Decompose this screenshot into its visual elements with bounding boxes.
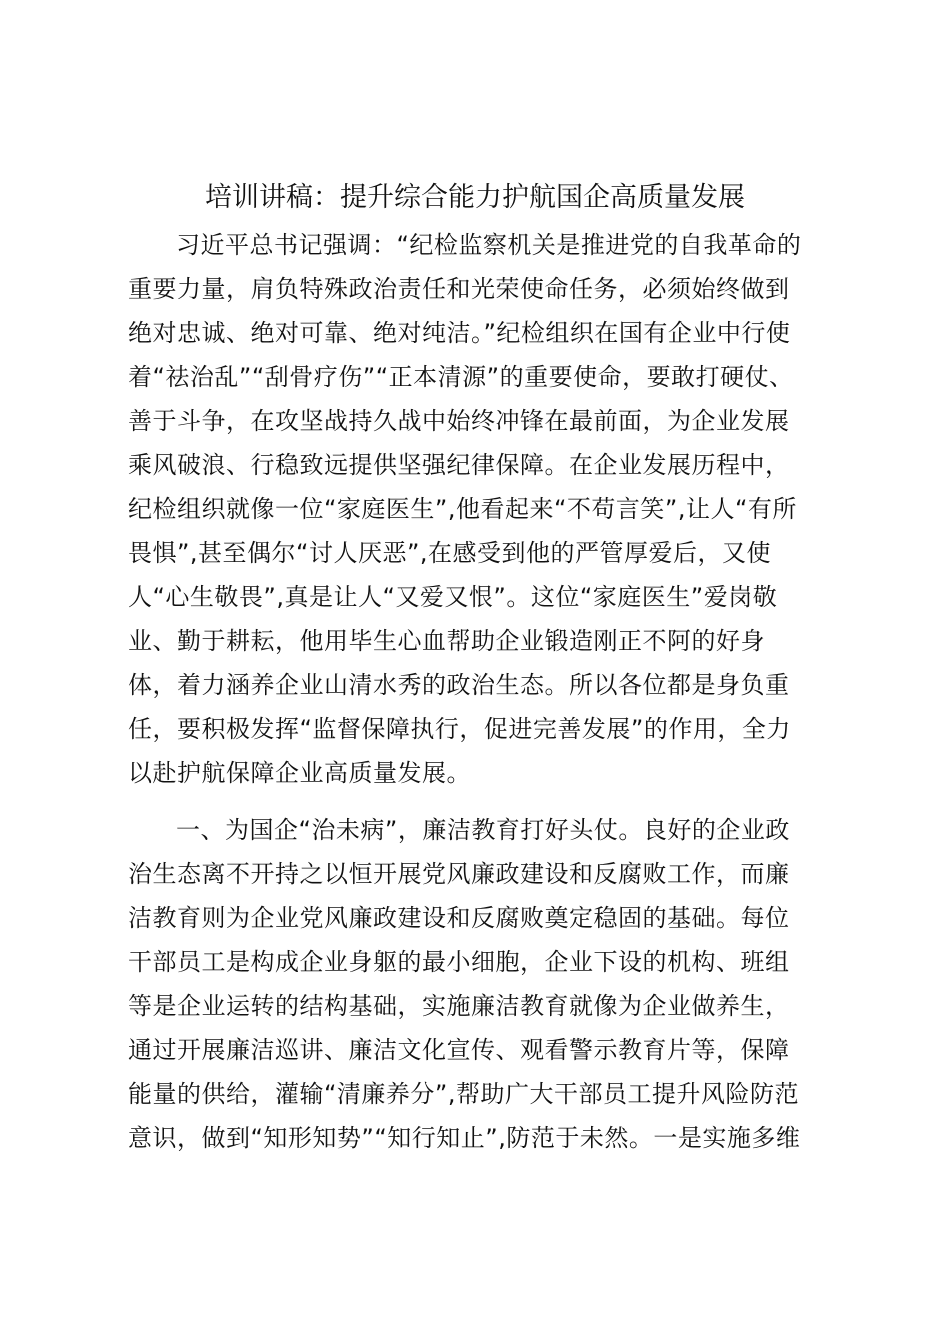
paragraph-line: 重要力量，肩负特殊政治责任和光荣使命任务，必须始终做到 <box>128 275 790 303</box>
paragraph-line: 治生态离不开持之以恒开展党风廉政建设和反腐败工作，而廉 <box>128 860 790 888</box>
paragraph-1 <box>128 223 833 795</box>
document-title: 培训讲稿：提升综合能力护航国企高质量发展 <box>205 182 745 213</box>
paragraph-line: 体，着力涵养企业山清水秀的政治生态。所以各位都是身负重 <box>128 671 790 699</box>
paragraph-line: 乘风破浪、行稳致远提供坚强纪律保障。在企业发展历程中， <box>128 451 790 479</box>
paragraph-line: 洁教育则为企业党风廉政建设和反腐败奠定稳固的基础。每位 <box>128 904 790 932</box>
paragraph-line: 任，要积极发挥“监督保障执行，促进完善发展”的作用，全力 <box>128 715 791 743</box>
paragraph-line: 能量的供给，灌输“清廉养分”,帮助广大干部员工提升风险防范 <box>128 1080 799 1108</box>
paragraph-line: 通过开展廉洁巡讲、廉洁文化宣传、观看警示教育片等，保障 <box>128 1036 790 1064</box>
paragraph-line: 业、勤于耕耘，他用毕生心血帮助企业锻造刚正不阿的好身 <box>128 627 765 655</box>
paragraph-line: 绝对忠诚、绝对可靠、绝对纯洁。”纪检组织在国有企业中行使 <box>128 319 791 347</box>
paragraph-line: 等是企业运转的结构基础，实施廉洁教育就像为企业做养生， <box>128 992 790 1020</box>
paragraph-line: 畏惧”,甚至偶尔“讨人厌恶”,在感受到他的严管厚爱后，又使 <box>128 539 772 567</box>
paragraph-line: 人“心生敬畏”,真是让人“又爱又恨”。这位“家庭医生”爱岗敬 <box>128 583 778 611</box>
paragraph-line: 以赴护航保障企业高质量发展。 <box>128 759 471 787</box>
paragraph-2 <box>128 808 833 1160</box>
paragraph-line: 习近平总书记强调：“纪检监察机关是推进党的自我革命的 <box>176 231 802 259</box>
paragraph-line: 一、为国企“治未病”，廉洁教育打好头仗。良好的企业政 <box>176 816 790 844</box>
paragraph-line: 干部员工是构成企业身躯的最小细胞，企业下设的机构、班组 <box>128 948 790 976</box>
paragraph-line: 意识，做到“知形知势”“知行知止”,防范于未然。一是实施多维 <box>128 1124 801 1152</box>
paragraph-line: 纪检组织就像一位“家庭医生”,他看起来“不苟言笑”,让人“有所 <box>128 495 797 523</box>
paragraph-line: 着“祛治乱”“刮骨疗伤”“正本清源”的重要使命，要敢打硬仗、 <box>128 363 794 391</box>
paragraph-line: 善于斗争，在攻坚战持久战中始终冲锋在最前面，为企业发展 <box>128 407 790 435</box>
